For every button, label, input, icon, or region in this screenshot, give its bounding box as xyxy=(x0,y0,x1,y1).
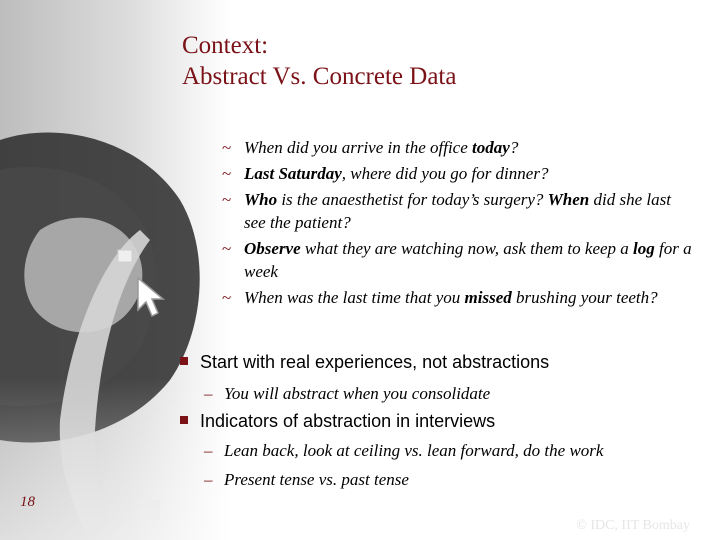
title-line-2: Abstract Vs. Concrete Data xyxy=(182,63,457,90)
question-emphasis: Who xyxy=(244,190,278,209)
dash-icon: – xyxy=(204,441,213,460)
question-text: did she last see the patient? xyxy=(244,190,671,232)
question-text: is the anaesthetist for today’s surgery? xyxy=(277,190,548,209)
question-text: what they are watching now, ask them to keep a xyxy=(300,239,634,258)
question-item xyxy=(222,286,692,309)
question-emphasis: missed xyxy=(464,288,512,307)
tilde-bullet-icon: ~ xyxy=(222,138,232,157)
tilde-bullet-icon: ~ xyxy=(222,164,232,183)
sub-bullet-lean-back xyxy=(204,441,603,461)
title-line-1: Context: xyxy=(182,32,269,59)
square-bullet-icon xyxy=(180,357,188,365)
example-questions-list xyxy=(222,136,692,312)
question-emphasis: log xyxy=(633,239,655,258)
tilde-bullet-icon: ~ xyxy=(222,288,232,307)
sub-bullet-tense xyxy=(204,470,409,490)
bullet-text: Indicators of abstraction in interviews xyxy=(200,411,496,431)
question-emphasis: When xyxy=(547,190,590,209)
bullet-text: Start with real experiences, not abstractions xyxy=(200,352,550,372)
question-emphasis: Last Saturday xyxy=(244,164,342,183)
question-item xyxy=(222,162,692,185)
question-text: When was the last time that you xyxy=(244,288,465,307)
question-text: , where did you go for dinner? xyxy=(341,164,549,183)
tilde-bullet-icon: ~ xyxy=(222,190,232,209)
square-bullet-icon xyxy=(180,416,188,424)
tilde-bullet-icon: ~ xyxy=(222,239,232,258)
page-number: 18 xyxy=(20,494,35,510)
question-emphasis: Observe xyxy=(244,239,301,258)
question-item xyxy=(222,136,692,159)
question-item xyxy=(222,188,692,234)
footer-copyright: © IDC, IIT Bombay xyxy=(576,518,690,533)
sub-bullet-text: You will abstract when you consolidate xyxy=(224,384,491,403)
sub-bullet-text: Present tense vs. past tense xyxy=(224,470,409,489)
bullet-indicators xyxy=(180,411,495,432)
question-text: for a week xyxy=(244,239,692,281)
slide-title xyxy=(182,30,456,92)
sub-bullet-abstract xyxy=(204,384,490,404)
question-item xyxy=(222,237,692,283)
sub-bullet-text: Lean back, look at ceiling vs. lean forward, do the work xyxy=(224,441,604,460)
bullet-start-with-real xyxy=(180,352,549,373)
dash-icon: – xyxy=(204,384,213,403)
question-text: brushing your teeth? xyxy=(511,288,658,307)
question-text: ? xyxy=(509,138,519,157)
question-text: When did you arrive in the office xyxy=(244,138,473,157)
question-emphasis: today xyxy=(472,138,510,157)
dash-icon: – xyxy=(204,470,213,489)
